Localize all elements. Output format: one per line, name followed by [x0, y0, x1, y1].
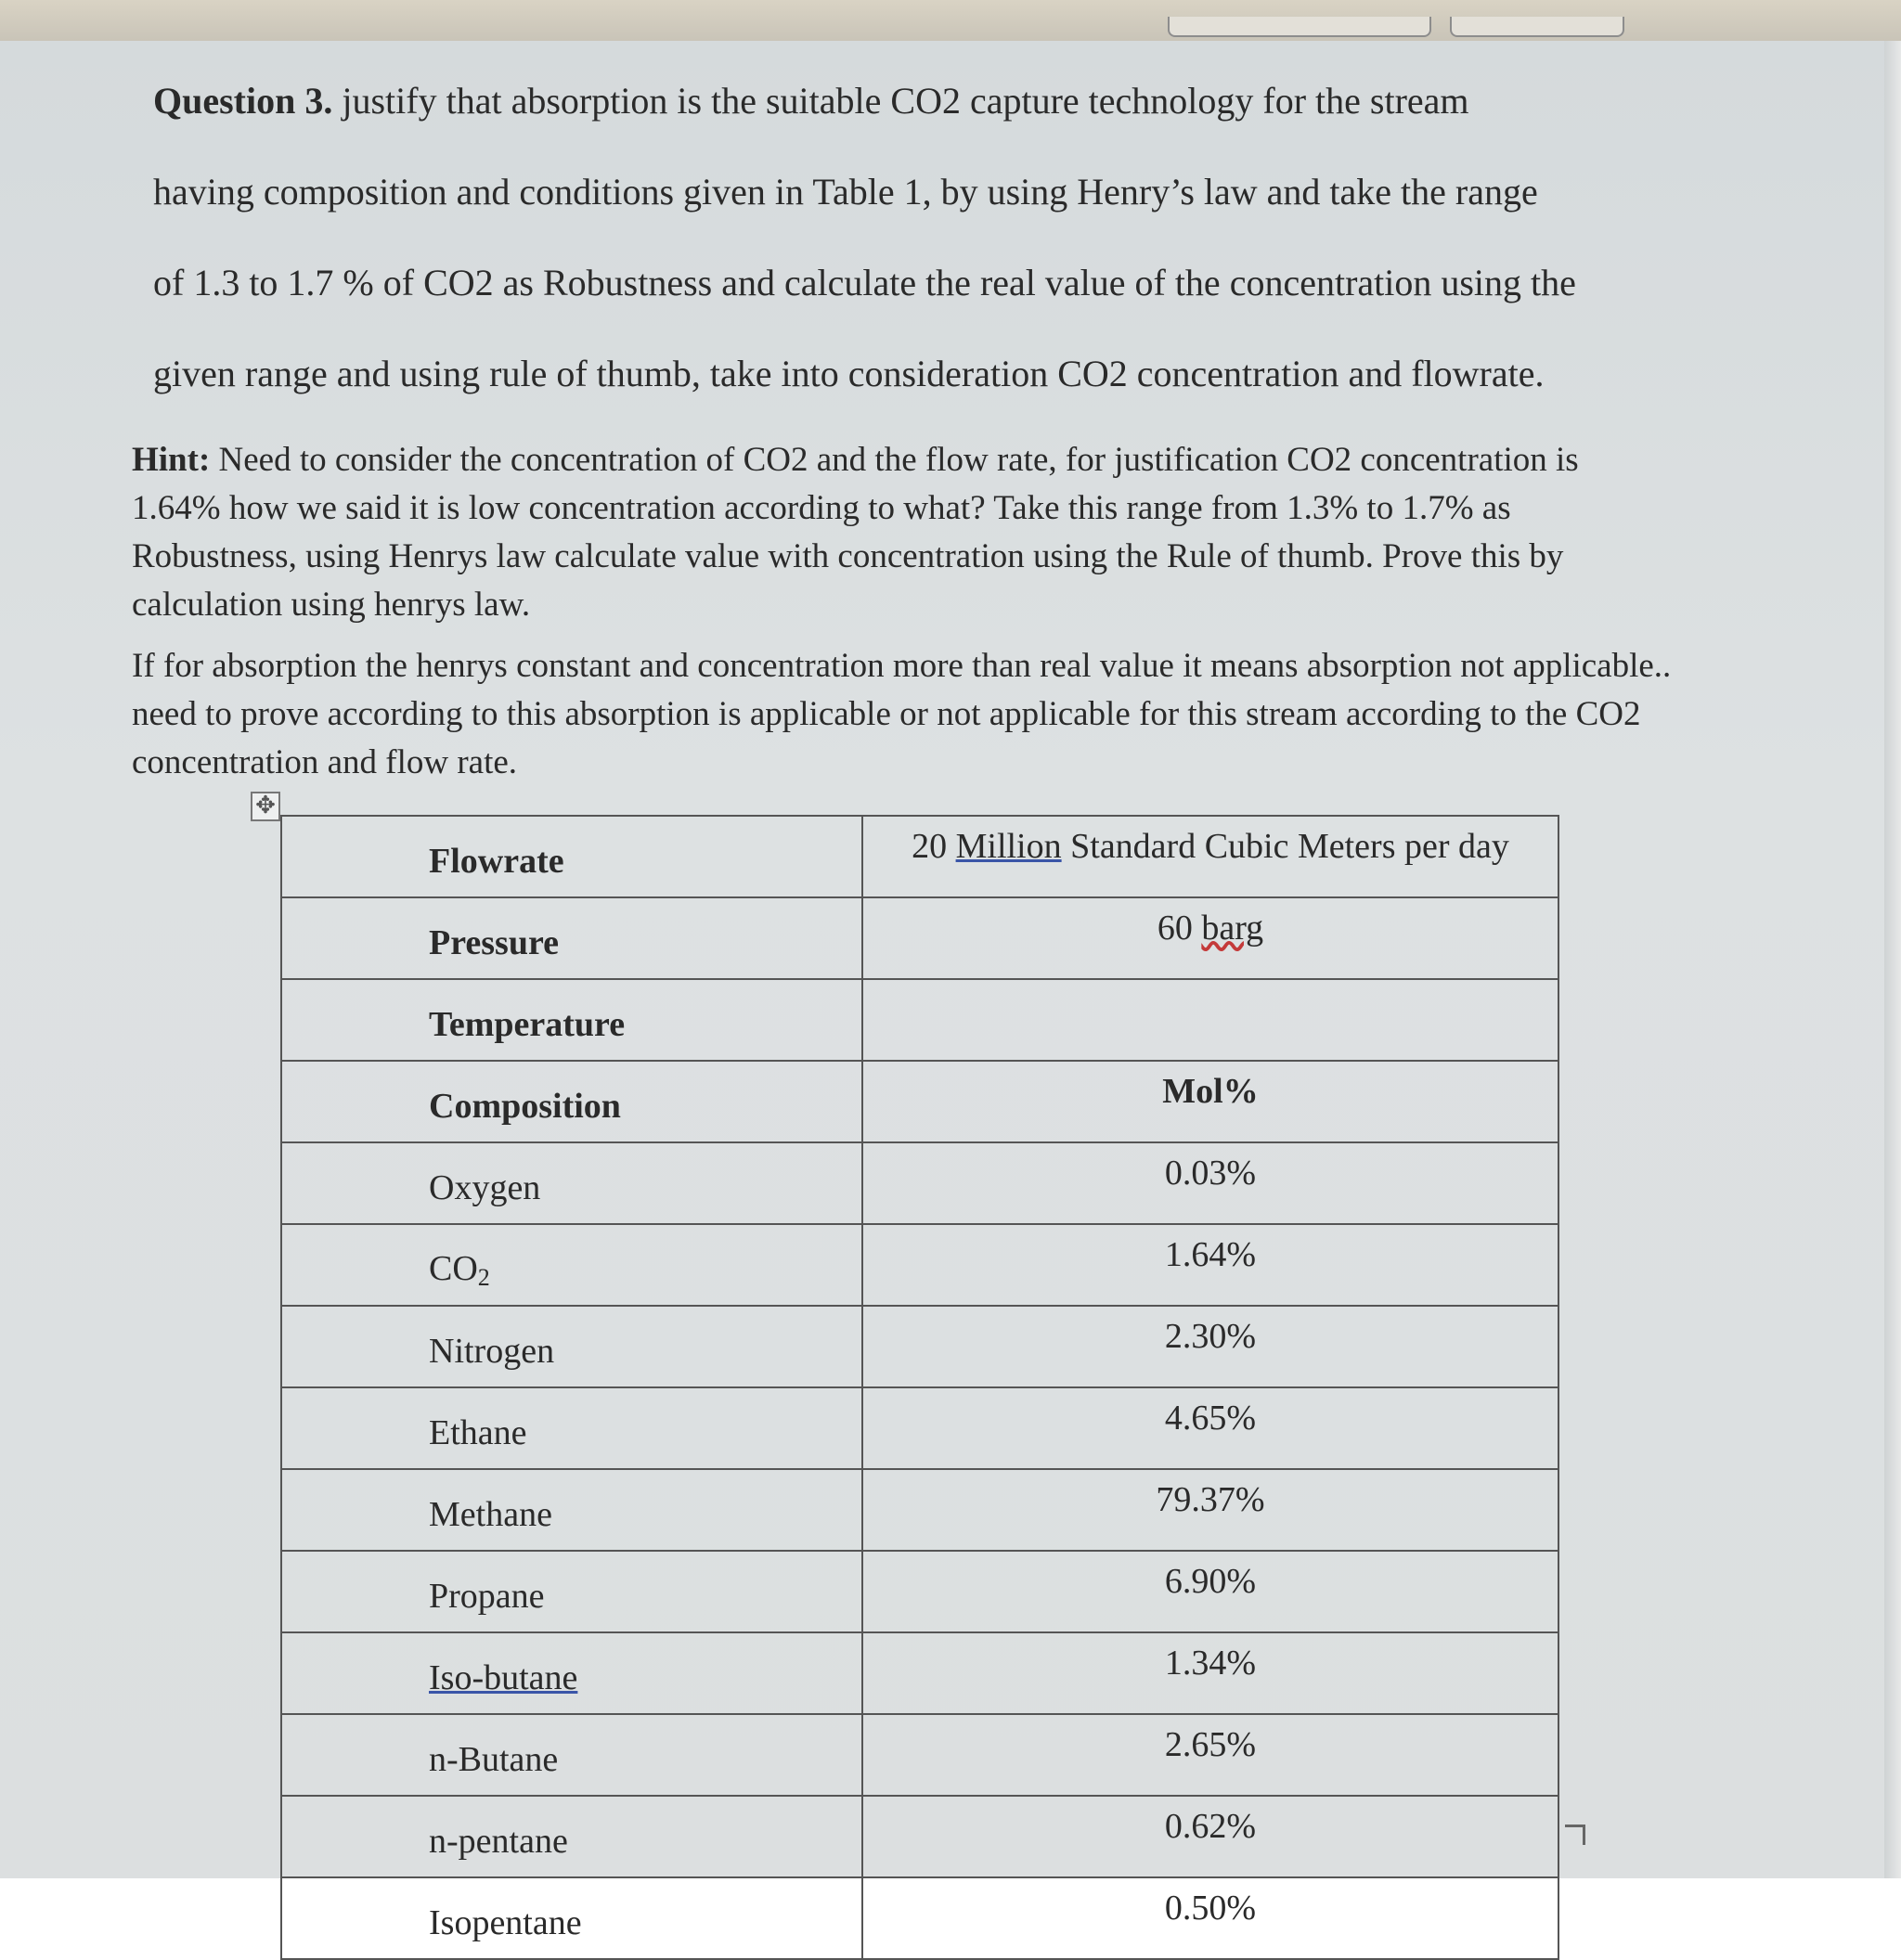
row-label: Oxygen: [281, 1142, 862, 1224]
row-value: 2.65%: [862, 1714, 1558, 1796]
row-value: 4.65%: [862, 1387, 1558, 1469]
row-value: 0.50%: [862, 1877, 1558, 1959]
row-value: 79.37%: [862, 1469, 1558, 1551]
row-value: 0.62%: [862, 1796, 1558, 1877]
toolbar-tab-1[interactable]: [1168, 17, 1431, 37]
page-edge: [1884, 41, 1901, 1878]
question-line-4: given range and using rule of thumb, take into consideration CO2 concentration and flowrate.: [153, 353, 1545, 394]
hint-paragraph-2: If for absorption the henrys constant and concentration more than real value it means absorption not applicable.. need to prove according to this absorption is applicable or not applicable for this stream according to the CO2 concentration and flow rate.: [132, 647, 1672, 781]
table-resize-icon[interactable]: [1565, 1825, 1585, 1845]
row-value: 1.64%: [862, 1224, 1558, 1306]
table-row: [281, 1142, 1558, 1224]
row-value: 0.03%: [862, 1142, 1558, 1224]
table-row: [281, 1306, 1558, 1387]
hint-block: [132, 436, 1673, 800]
question-line-1: Question 3. justify that absorption is the suitable CO2 capture technology for the stream: [153, 80, 1469, 122]
row-value: 2.30%: [862, 1306, 1558, 1387]
table-row: [281, 1714, 1558, 1796]
question-line-3: of 1.3 to 1.7 % of CO2 as Robustness and calculate the real value of the concentration using the: [153, 262, 1576, 303]
row-label: Nitrogen: [281, 1306, 862, 1387]
row-label: Temperature: [281, 979, 862, 1061]
row-label: Flowrate: [281, 816, 862, 897]
hint-label: Hint:: [132, 441, 211, 479]
row-label: Isopentane: [281, 1877, 862, 1959]
question-line-2: having composition and conditions given in Table 1, by using Henry’s law and take the range: [153, 171, 1538, 213]
row-label: n-Butane: [281, 1714, 862, 1796]
hint-paragraph-1: Hint: Need to consider the concentration of CO2 and the flow rate, for justification CO2 concentration is 1.64% how we said it is low concentration according to what? Take this range from 1.3% to 1.7% as Robustness, using Henrys law calculate value with concentration using the Rule of thumb. Prove this by calculation using henrys law.: [132, 441, 1579, 624]
table-row: [281, 816, 1558, 897]
question-label: Question 3.: [153, 80, 333, 122]
row-value: 20 Million Standard Cubic Meters per day: [862, 816, 1558, 897]
row-value: 6.90%: [862, 1551, 1558, 1632]
table-row: [281, 897, 1558, 979]
row-value: 60 barg: [862, 897, 1558, 979]
table-row: [281, 1387, 1558, 1469]
row-value: Mol%: [862, 1061, 1558, 1142]
table-row: [281, 1224, 1558, 1306]
composition-table: [280, 815, 1559, 1960]
table-move-icon[interactable]: ✥: [251, 792, 280, 821]
row-label: Pressure: [281, 897, 862, 979]
window-top-strip: [0, 0, 1901, 41]
question-text: [153, 56, 1675, 419]
table-row: [281, 1469, 1558, 1551]
row-label: Ethane: [281, 1387, 862, 1469]
row-label: $CO_2$: [281, 1224, 862, 1306]
row-label: n-pentane: [281, 1796, 862, 1877]
table-row: [281, 979, 1558, 1061]
row-value: [862, 979, 1558, 1061]
table-row: [281, 1061, 1558, 1142]
toolbar-tab-2[interactable]: [1450, 17, 1624, 37]
row-label: Propane: [281, 1551, 862, 1632]
table-row: [281, 1877, 1558, 1959]
row-label: Iso-butane: [281, 1632, 862, 1714]
row-label: Methane: [281, 1469, 862, 1551]
table-row: [281, 1796, 1558, 1877]
table-row: [281, 1551, 1558, 1632]
table-row: [281, 1632, 1558, 1714]
row-value: 1.34%: [862, 1632, 1558, 1714]
row-label: Composition: [281, 1061, 862, 1142]
